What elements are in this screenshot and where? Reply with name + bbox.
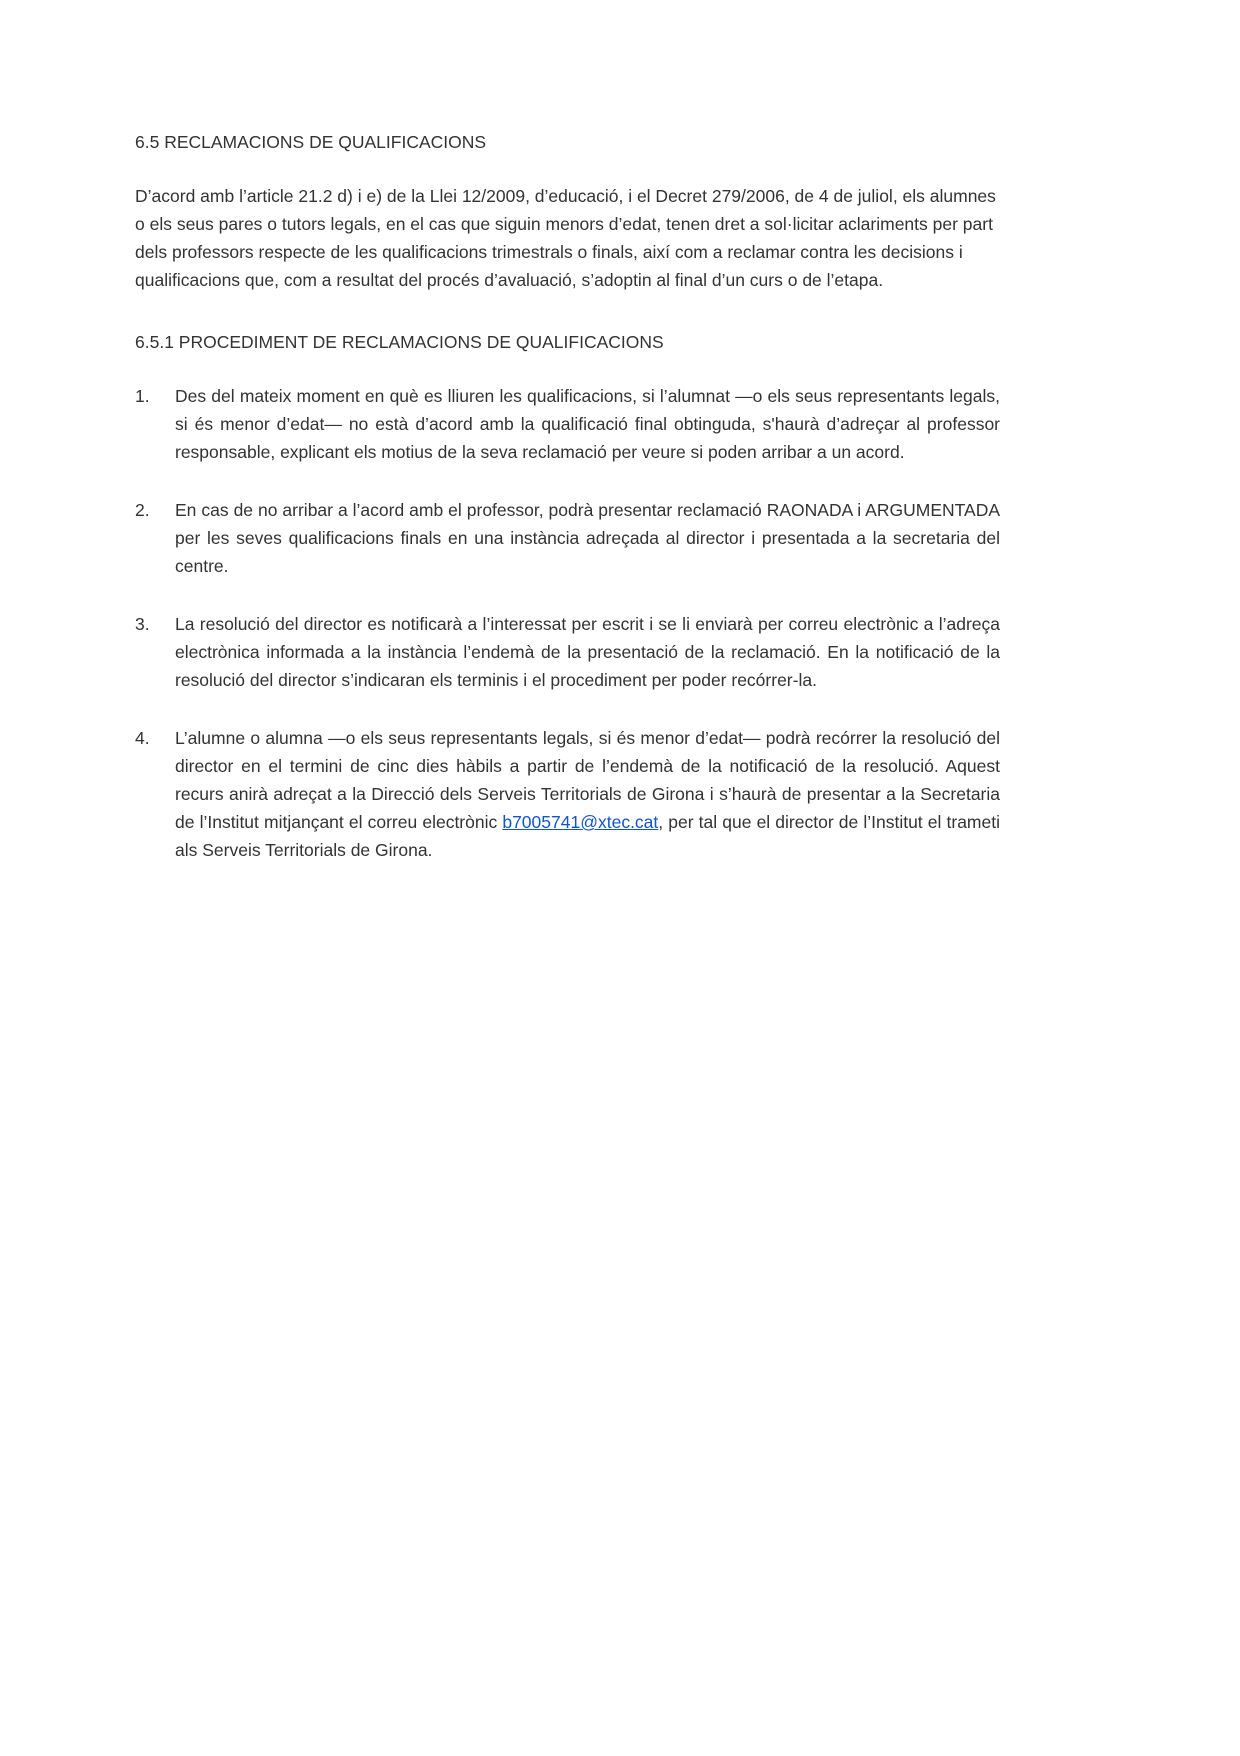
list-item-text-after-link: , per tal que el director de l’Institut el trameti als Serveis Territorials de Girona.	[175, 812, 1000, 860]
section-heading-sub: 6.5.1 PROCEDIMENT DE RECLAMACIONS DE QUALIFICACIONS	[135, 332, 664, 352]
list-item-number: 3.	[135, 614, 150, 634]
list-item-number: 4.	[135, 728, 150, 748]
list-item-text: La resolució del director es notificarà a l’interessat per escrit i se li enviarà per correu electrònic a l’adreça electrònica informada a la instància l’endemà de la presentació de la reclamació. En la notificació de la resolució del director s’indicaran els terminis i el procediment per poder recórrer-la.	[175, 614, 1000, 690]
list-item-text-before-link: L’alumne o alumna —o els seus representants legals, si és menor d’edat— podrà recórrer la resolució del director en el termini de cinc dies hàbils a partir de l’endemà de la notificació de la resolució. Aquest recurs anirà adreçat a la Direcció dels Serveis Territorials de Girona i s’haurà de presentar a la Secretaria de l’Institut mitjançant el correu electrònic	[175, 728, 1000, 832]
list-item-number: 2.	[135, 500, 150, 520]
list-item-text	[175, 724, 1000, 864]
list-item-number: 1.	[135, 386, 150, 406]
list-item-text: Des del mateix moment en què es lliuren les qualificacions, si l’alumnat —o els seus representants legals, si és menor d’edat— no està d’acord amb la qualificació final obtinguda, s'haurà d’adreçar al professor responsable, explicant els motius de la seva reclamació per veure si poden arribar a un acord.	[175, 386, 1000, 462]
list-item-1	[135, 382, 1000, 466]
list-item-3	[135, 610, 1000, 694]
list-item-2	[135, 496, 1000, 580]
email-link[interactable]: b7005741@xtec.cat	[502, 812, 659, 832]
list-item-text: En cas de no arribar a l’acord amb el professor, podrà presentar reclamació RAONADA i ARGUMENTADA per les seves qualificacions finals en una instància adreçada al director i presentada a la secretaria del centre.	[175, 500, 1000, 576]
procedure-list	[135, 382, 1000, 864]
section-heading-main: 6.5 RECLAMACIONS DE QUALIFICACIONS	[135, 132, 487, 152]
list-item-4	[135, 724, 1000, 864]
intro-paragraph: D’acord amb l’article 21.2 d) i e) de la Llei 12/2009, d’educació, i el Decret 279/2006, de 4 de juliol, els alumnes o els seus pares o tutors legals, en el cas que siguin menors d’edat, tenen dret a sol·licitar aclariments per part dels professors respecte de les qualificacions trimestrals o finals, així com a reclamar contra les decisions i qualificacions que, com a resultat del procés d’avaluació, s’adoptin al final d’un curs o de l’etapa.	[135, 186, 996, 290]
